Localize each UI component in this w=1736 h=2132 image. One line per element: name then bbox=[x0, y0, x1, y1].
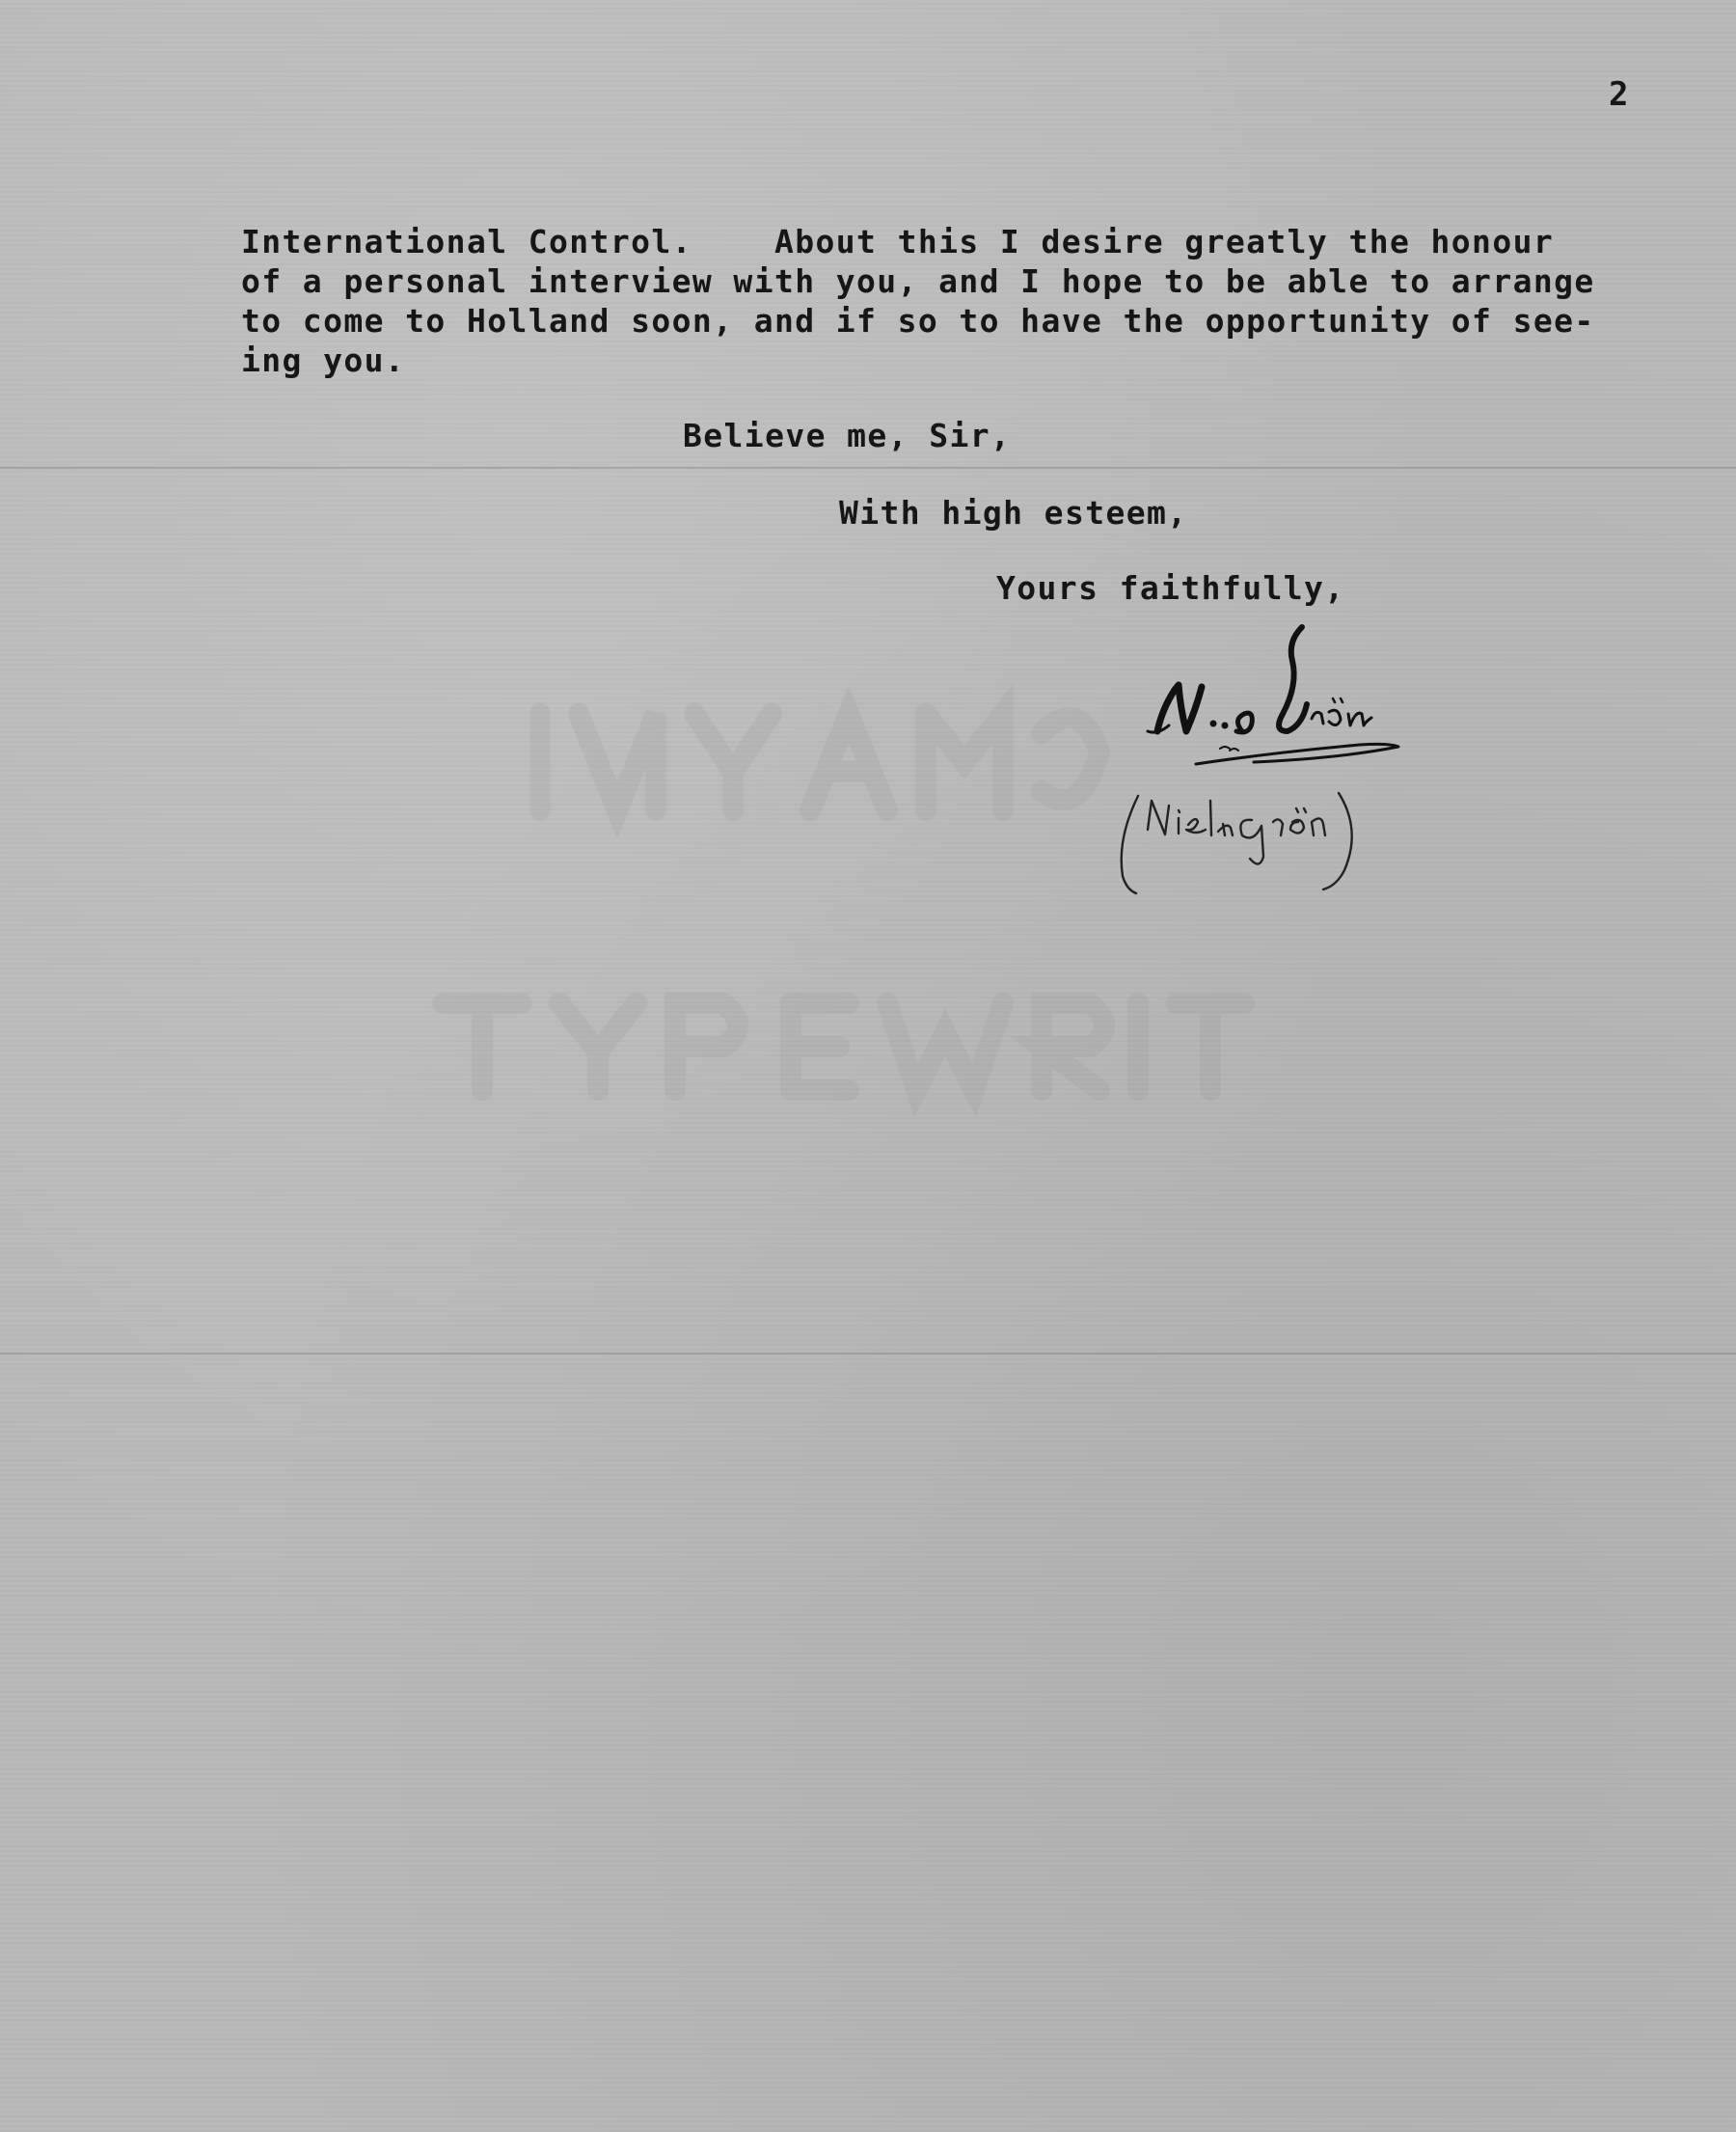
body-line: to come to Holland soon, and if so to have the opportunity of see- bbox=[241, 302, 1595, 340]
page-number: 2 bbox=[1609, 75, 1629, 114]
body-line: of a personal interview with you, and I hope to be able to arrange bbox=[241, 262, 1595, 300]
paper-fold-line bbox=[0, 467, 1736, 469]
body-line: ing you. bbox=[241, 342, 406, 379]
handwritten-signature bbox=[1109, 617, 1456, 907]
closing-salutation: Believe me, Sir, bbox=[683, 417, 1012, 454]
paper-fold-line bbox=[0, 1353, 1736, 1354]
closing-esteem: With high esteem, bbox=[839, 494, 1188, 532]
letter-body bbox=[241, 222, 1726, 380]
closing-sign-off: Yours faithfully, bbox=[996, 569, 1345, 607]
body-line: International Control. About this I desire greatly the honour bbox=[241, 223, 1555, 260]
